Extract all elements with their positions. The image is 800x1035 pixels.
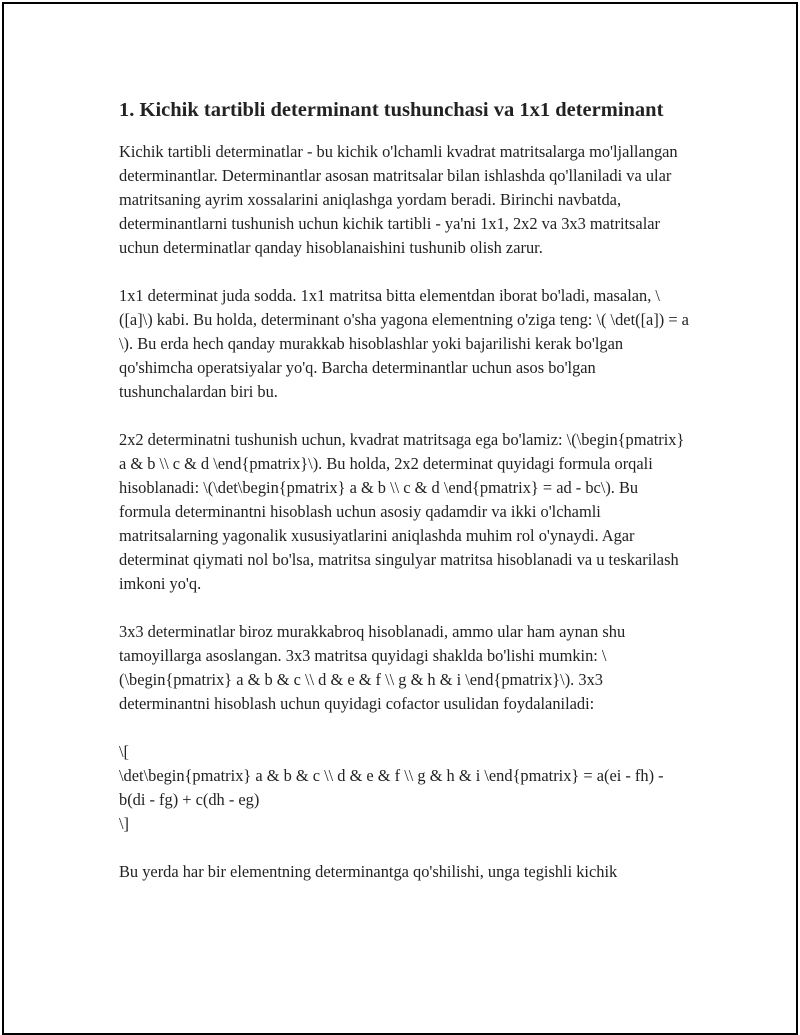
paragraph-trailing: Bu yerda har bir elementning determinantga qo'shilishi, unga tegishli kichik (119, 862, 618, 881)
document-content (119, 96, 689, 884)
document-page (2, 2, 798, 1035)
paragraph-intro: Kichik tartibli determinatlar - bu kichik o'lchamli kvadrat matritsalarga mo'ljallangan determinantlar. Determinantlar asosan matritsalar bilan ishlashda qo'llaniladi va ular matritsaning ayrim xossalarini aniqlashga yordam beradi. Birinchi navbatda, determinantlarni tushunish uchun kichik tartibli - ya'ni 1x1, 2x2 va 3x3 matritsalar uchun determinatlar qanday hisoblanaishini tushunib olish zarur. (119, 142, 678, 257)
paragraph-1x1: 1x1 determinat juda sodda. 1x1 matritsa bitta elementdan iborat bo'ladi, masalan, \([a]\) kabi. Bu holda, determinant o'sha yagona elementning o'ziga teng: \( \det([a]) = a \). Bu erda hech qanday murakkab hisoblashlar yoki bajarilishi kerak bo'lgan qo'shimcha operatsiyalar yo'q. Barcha determinantlar uchun asos bo'lgan tushunchalardan biri bu. (119, 286, 689, 401)
determinant-formula: \[ \det\begin{pmatrix} a & b & c \\ d & e & f \\ g & h & i \end{pmatrix} = a(ei - fh) - b(di - fg) + c(dh - eg) \] (119, 742, 664, 833)
section-heading: 1. Kichik tartibli determinant tushunchasi va 1x1 determinant (119, 99, 664, 121)
paragraph-3x3: 3x3 determinatlar biroz murakkabroq hisoblanadi, ammo ular ham aynan shu tamoyillarga asoslangan. 3x3 matritsa quyidagi shaklda bo'lishi mumkin: \(\begin{pmatrix} a & b & c \\ d & e & f \\ g & h & i \end{pmatrix}\). 3x3 determinantni hisoblash uchun quyidagi cofactor usulidan foydalaniladi: (119, 622, 626, 713)
paragraph-2x2: 2x2 determinatni tushunish uchun, kvadrat matritsaga ega bo'lamiz: \(\begin{pmatrix} a & b \\ c & d \end{pmatrix}\). Bu holda, 2x2 determinat quyidagi formula orqali hisoblanadi: \(\det\begin{pmatrix} a & b \\ c & d \end{pmatrix} = ad - bc\). Bu formula determinantni hisoblash uchun asosiy qadamdir va ikki o'lchamli matritsalarning yagonalik xususiyatlarini aniqlashda muhim rol o'ynaydi. Agar determinat qiymati nol bo'lsa, matritsa singulyar matritsa hisoblanadi va u teskarilash imkoni yo'q. (119, 430, 685, 593)
